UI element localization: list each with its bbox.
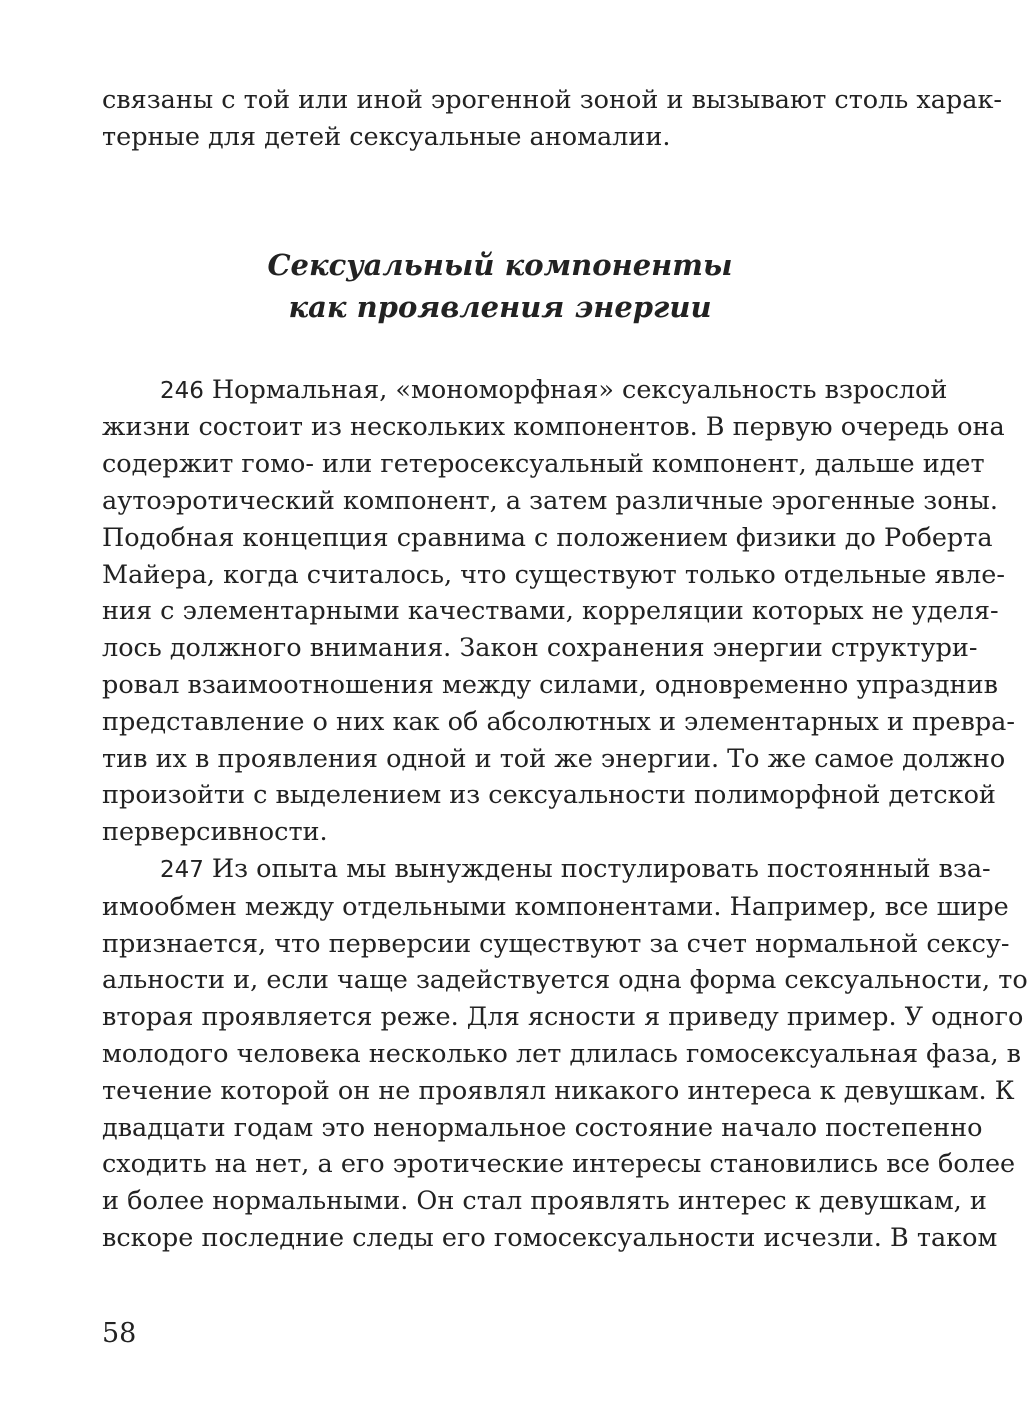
- intro-paragraph: [102, 82, 1003, 156]
- text-line: 246 Нормальная, «мономорфная» сексуальность взрослой: [160, 374, 948, 405]
- text-line: течение которой он не проявлял никакого интереса к девушкам. К: [102, 1075, 1015, 1106]
- text-line: вскоре последние следы его гомосексуальности исчезли. В таком: [102, 1222, 998, 1253]
- text-line: Майера, когда считалось, что существуют только отдельные явле-: [102, 559, 1005, 590]
- text-line: Подобная концепция сравнима с положением физики до Роберта: [102, 522, 993, 553]
- text-line: ровал взаимоотношения между силами, одновременно упразднив: [102, 669, 998, 700]
- text-line: 247 Из опыта мы вынуждены постулировать постоянный вза-: [160, 853, 991, 884]
- text-line: терные для детей сексуальные аномалии.: [102, 121, 671, 152]
- heading-line-1: Сексуальный компоненты: [267, 247, 733, 282]
- text-line: молодого человека несколько лет длилась гомосексуальная фаза, в: [102, 1038, 1022, 1069]
- text-line: произойти с выделением из сексуальности полиморфной детской: [102, 780, 996, 811]
- text-line: представление о них как об абсолютных и элементарных и превра-: [102, 706, 1015, 737]
- paragraph-number: 247: [160, 856, 204, 883]
- text-line: содержит гомо- или гетеросексуальный компонент, дальше идет: [102, 449, 985, 480]
- text-line: аутоэротический компонент, а затем различные эрогенные зоны.: [102, 485, 998, 516]
- text-line: двадцати годам это ненормальное состояние начало постепенно: [102, 1112, 983, 1143]
- text-line: признается, что перверсии существуют за счет нормальной сексу-: [102, 928, 1010, 959]
- text-line: имообмен между отдельными компонентами. Например, все шире: [102, 891, 1009, 922]
- text-line: альности и, если чаще задействуется одна форма сексуальности, то: [102, 965, 1028, 996]
- heading-line-2: как проявления энергии: [288, 289, 712, 324]
- text-line: сходить на нет, а его эротические интересы становились все более: [102, 1149, 1016, 1180]
- text-line: жизни состоит из нескольких компонентов. В первую очередь она: [102, 412, 1005, 443]
- paragraph-247: [102, 851, 1028, 1257]
- page-body: [102, 82, 1028, 1257]
- text-line: лось должного внимания. Закон сохранения энергии структури-: [102, 633, 978, 664]
- text-line: вторая проявляется реже. Для ясности я приведу пример. У одного: [102, 1002, 1024, 1033]
- paragraph-number: 246: [160, 377, 204, 404]
- text-line: перверсивности.: [102, 817, 328, 848]
- text-line: связаны с той или иной эрогенной зоной и вызывают столь харак-: [102, 85, 1003, 115]
- text-line: и более нормальными. Он стал проявлять интерес к девушкам, и: [102, 1186, 987, 1217]
- text-line: тив их в проявления одной и той же энергии. То же самое должно: [102, 743, 1006, 774]
- section-heading: [102, 244, 898, 328]
- text-line: ния с элементарными качествами, корреляции которых не уделя-: [102, 596, 999, 627]
- page-number: 58: [102, 1318, 137, 1349]
- paragraph-246: [102, 372, 1015, 851]
